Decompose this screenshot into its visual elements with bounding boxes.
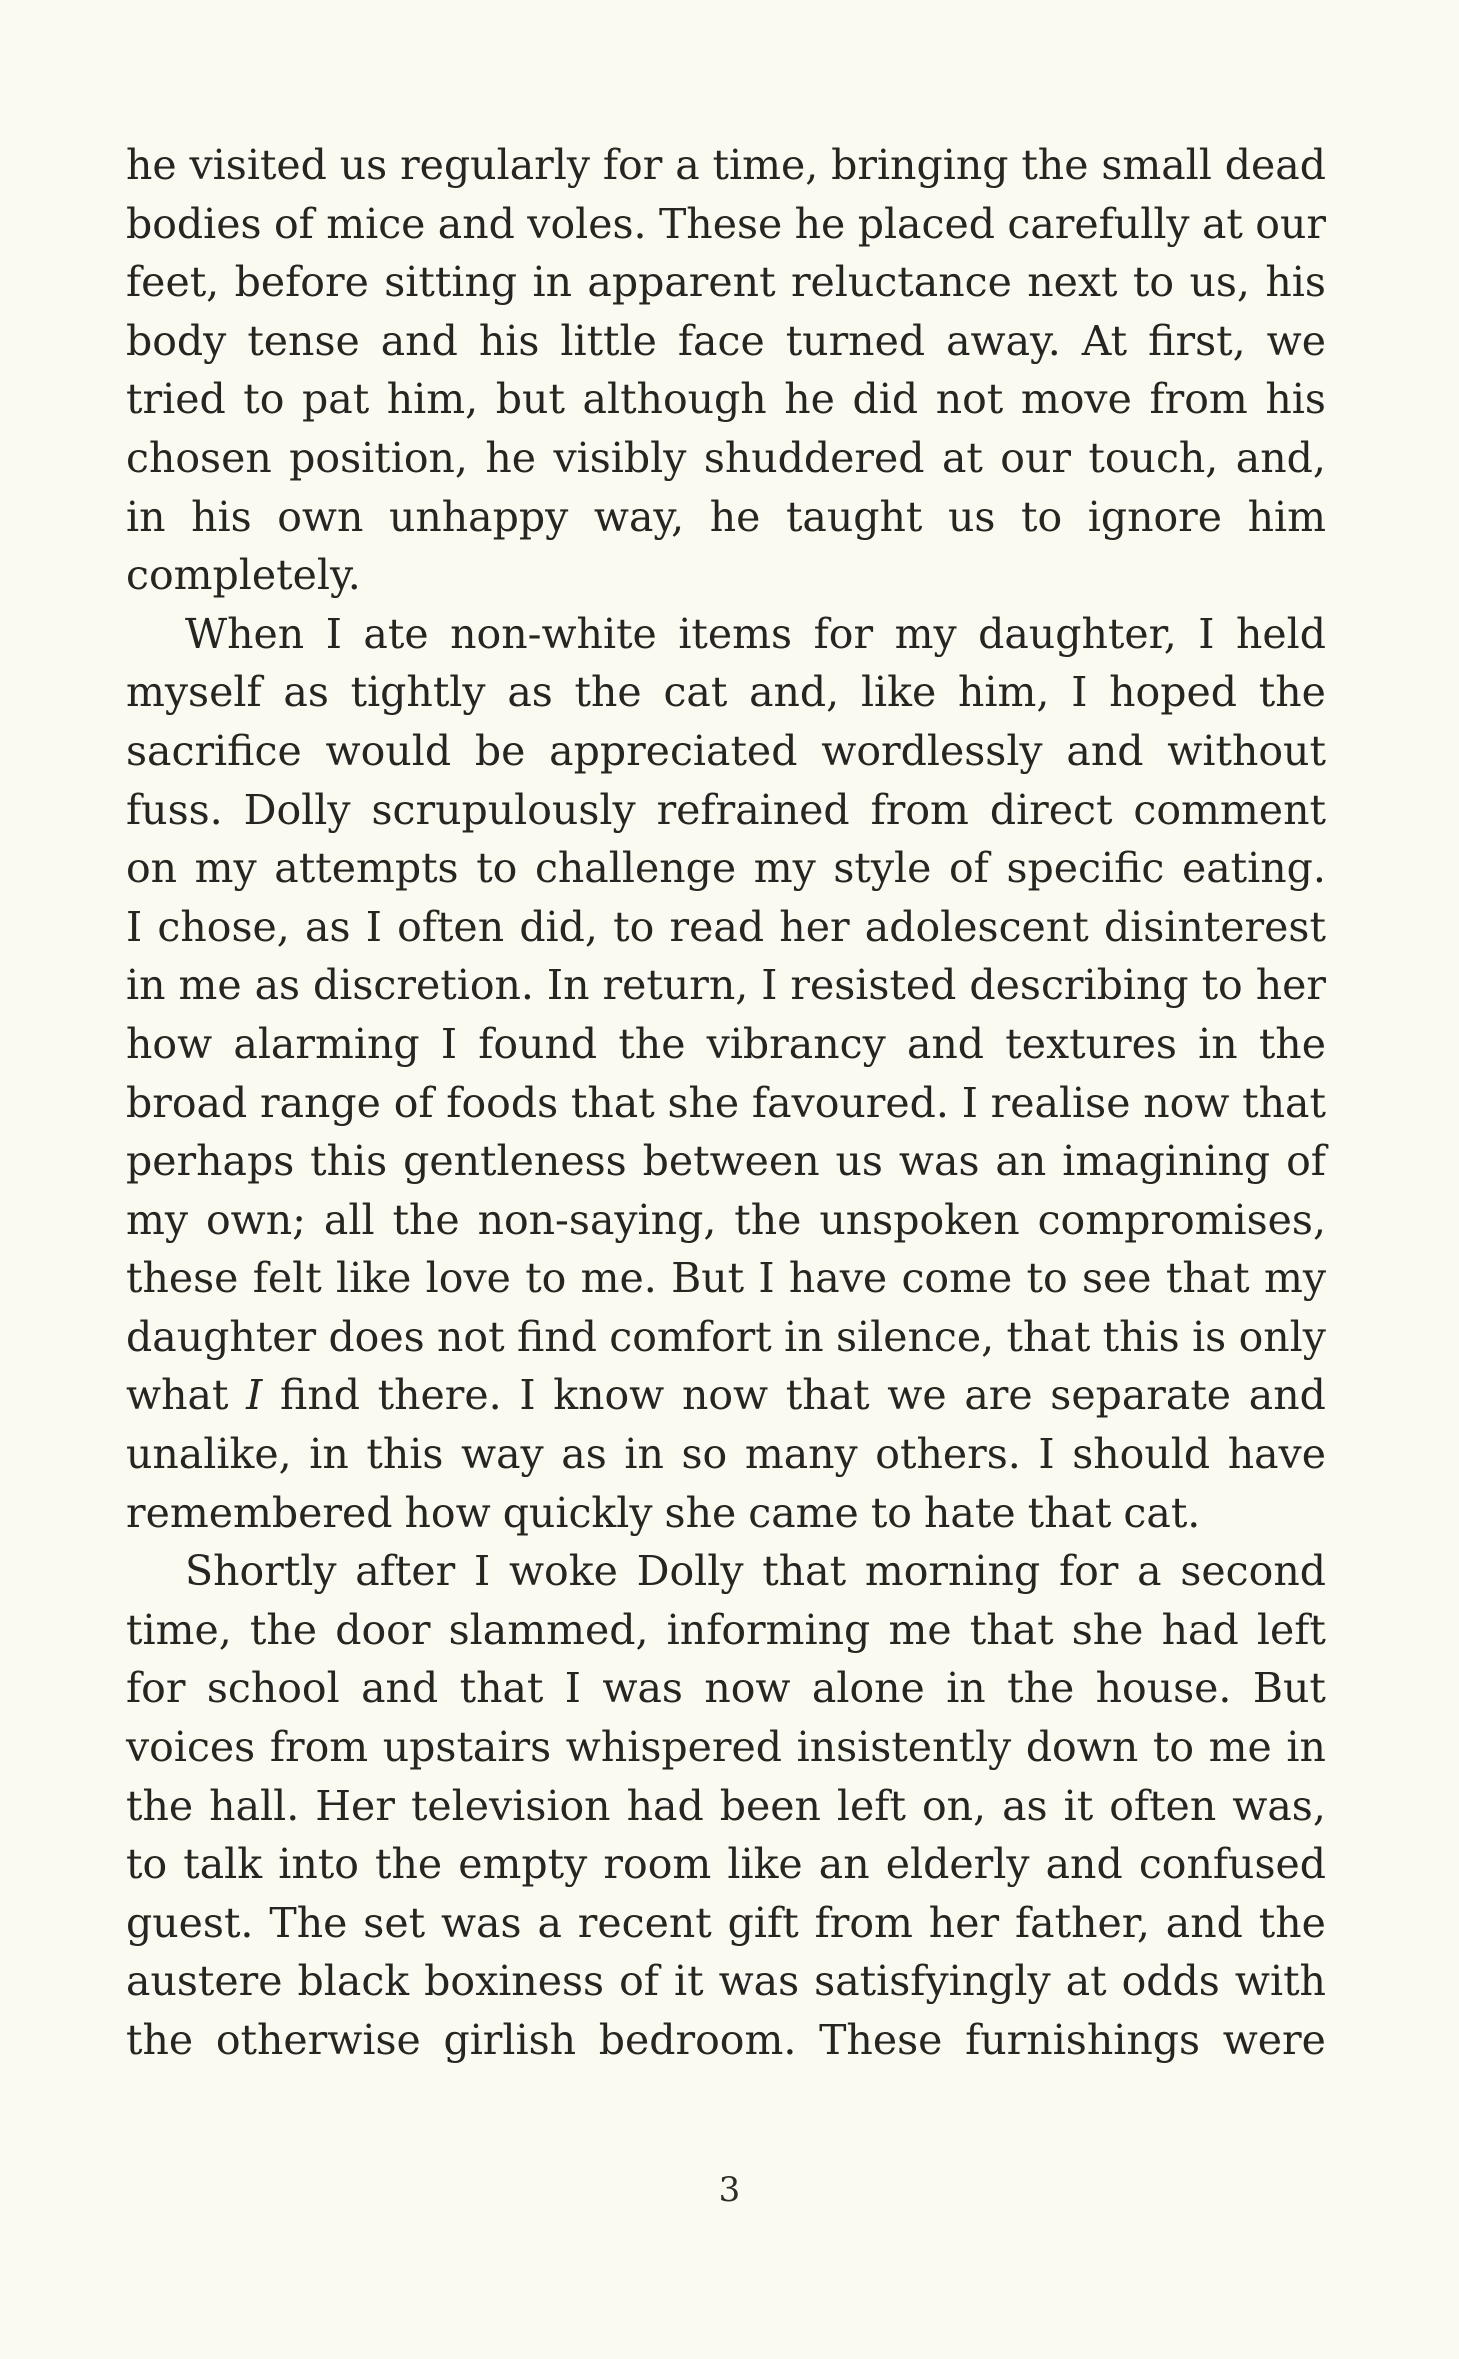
text-line: broad range of foods that she favoured. I realise now that <box>126 1078 1326 1127</box>
text-line: in me as discretion. In return, I resisted describing to her <box>126 961 1326 1010</box>
text-line: these felt like love to me. But I have come to see that my <box>126 1254 1326 1303</box>
body-text <box>126 136 1326 2070</box>
text-line: guest. The set was a recent gift from her father, and the <box>126 1898 1326 1947</box>
text-line: tried to pat him, but although he did not move from his <box>126 375 1326 424</box>
text-line: voices from upstairs whispered insistently down to me in <box>126 1723 1326 1772</box>
text-line: the hall. Her television had been left on, as it often was, <box>126 1781 1326 1830</box>
text-line: the otherwise girlish bedroom. These furnishings were <box>126 2016 1326 2064</box>
text-line: I chose, as I often did, to read her adolescent disinterest <box>126 902 1326 951</box>
text-line: chosen position, he visibly shuddered at our touch, and, <box>126 433 1326 482</box>
text-line: austere black boxiness of it was satisfyingly at odds with <box>126 1957 1326 2006</box>
text-line: Shortly after I woke Dolly that morning for a second <box>185 1547 1326 1596</box>
text-line: time, the door slammed, informing me that she had left <box>126 1605 1326 1654</box>
text-line: fuss. Dolly scrupulously refrained from direct comment <box>126 785 1326 834</box>
text-line: for school and that I was now alone in the house. But <box>126 1664 1326 1713</box>
text-line: he visited us regularly for a time, bringing the small dead <box>126 141 1326 189</box>
text-line: unalike, in this way as in so many others. I should have <box>126 1430 1326 1479</box>
text-line: feet, before sitting in apparent reluctance next to us, his <box>126 258 1326 307</box>
text-line: in his own unhappy way, he taught us to ignore him <box>126 492 1326 541</box>
text-line: perhaps this gentleness between us was an imagining of <box>126 1137 1326 1186</box>
text-line: to talk into the empty room like an elderly and confused <box>126 1840 1326 1889</box>
text-line: myself as tightly as the cat and, like him, I hoped the <box>126 668 1326 717</box>
text-line: daughter does not find comfort in silence, that this is only <box>126 1312 1326 1361</box>
text-line: what I find there. I know now that we are separate and <box>126 1371 1326 1420</box>
text-line: remembered how quickly she came to hate that cat. <box>126 1488 1201 1537</box>
text-line: sacrifice would be appreciated wordlessly and without <box>126 726 1326 775</box>
text-line: When I ate non-white items for my daughter, I held <box>185 609 1326 658</box>
text-line: on my attempts to challenge my style of specific eating. <box>126 844 1326 893</box>
text-line: bodies of mice and voles. These he placed carefully at our <box>126 199 1326 248</box>
page-number: 3 <box>718 2170 741 2210</box>
text-line: my own; all the non-saying, the unspoken compromises, <box>126 1195 1326 1244</box>
text-line: completely. <box>126 551 361 600</box>
text-line: how alarming I found the vibrancy and textures in the <box>126 1019 1326 1068</box>
text-line: body tense and his little face turned away. At first, we <box>126 316 1326 365</box>
